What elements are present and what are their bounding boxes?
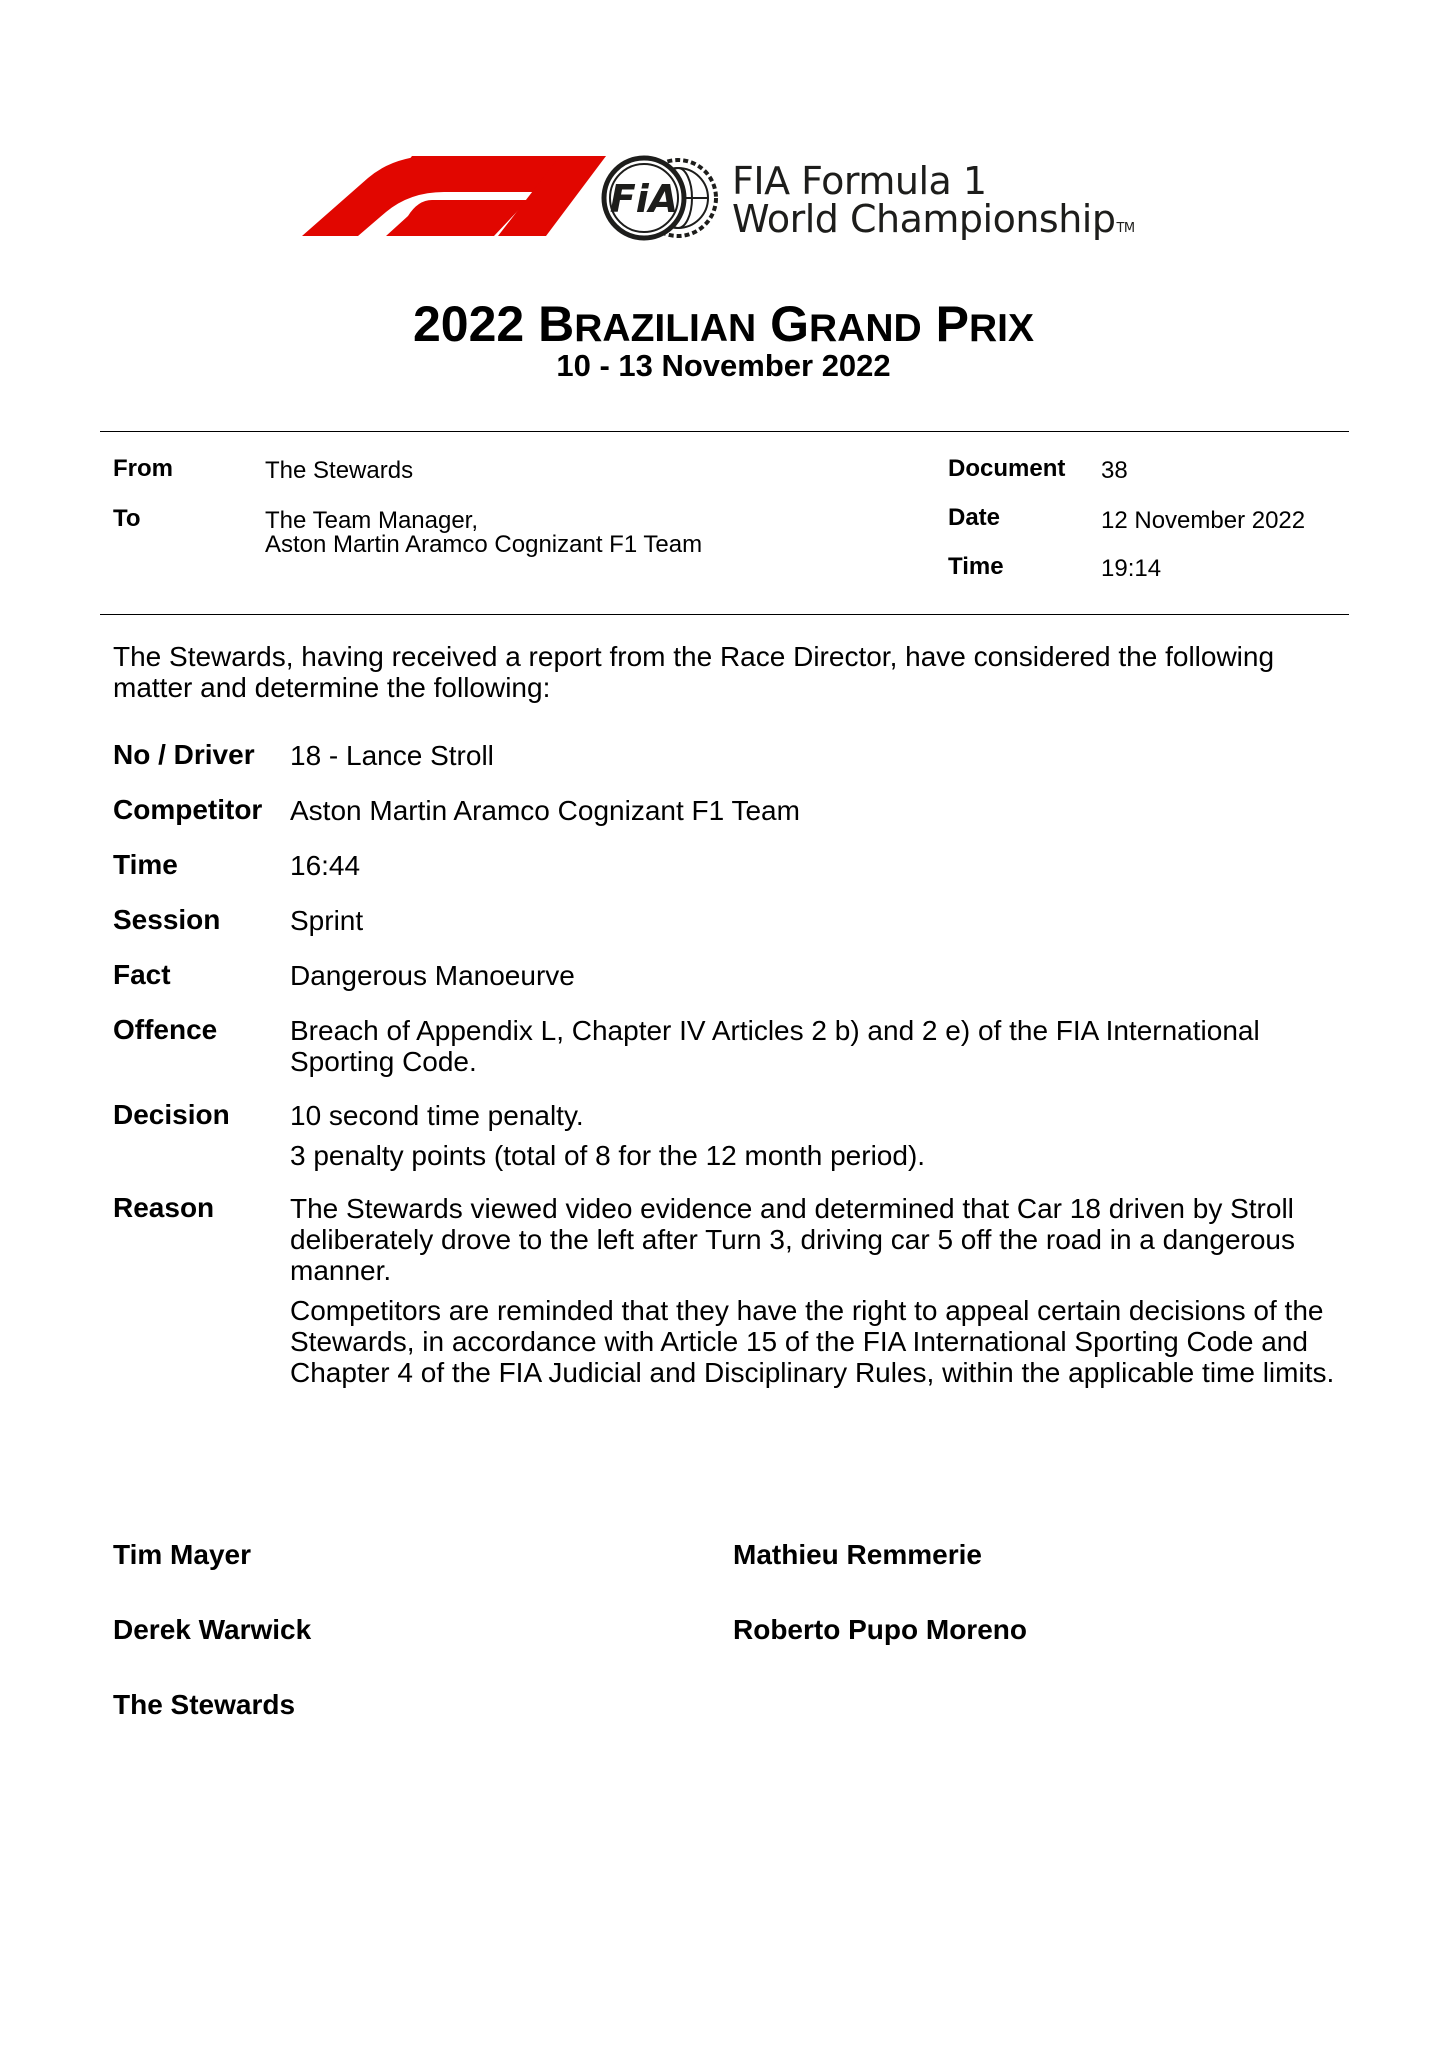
trademark-mark: TM	[1116, 221, 1135, 236]
date-label: Date	[948, 504, 1001, 531]
driver-label: No / Driver	[113, 739, 255, 770]
fact-value: Dangerous Manoeurve	[290, 960, 575, 991]
driver-value: 18 - Lance Stroll	[290, 740, 494, 771]
signatory-mathieu-remmerie: Mathieu Remmerie	[733, 1539, 982, 1570]
signature-footer: The Stewards	[113, 1689, 296, 1720]
document-value: 38	[1101, 457, 1128, 484]
event-word-1: BRAZILIAN	[538, 296, 757, 352]
reason-value	[290, 1193, 1335, 1397]
date-value: 12 November 2022	[1101, 507, 1306, 534]
decision-line-2: 3 penalty points (total of 8 for the 12 month period).	[290, 1140, 926, 1171]
decision-value	[290, 1100, 1350, 1180]
reason-paragraph-1: The Stewards viewed video evidence and determined that Car 18 driven by Stroll deliberately drove to the left after Turn 3, driving car 5 off the road in a dangerous manner.	[290, 1193, 1295, 1286]
signatory-derek-warwick: Derek Warwick	[113, 1614, 312, 1645]
time-value: 19:14	[1101, 555, 1162, 582]
decision-label: Decision	[113, 1099, 230, 1130]
session-value: Sprint	[290, 905, 364, 936]
offence-value: Breach of Appendix L, Chapter IV Articles 2 b) and 2 e) of the FIA International Sporting Code.	[290, 1015, 1260, 1077]
competitor-label: Competitor	[113, 794, 263, 825]
reason-label: Reason	[113, 1192, 215, 1223]
logo-title-line1: FIA Formula 1	[732, 159, 987, 203]
logo-title-line2	[732, 197, 1135, 248]
divider-top	[100, 431, 1349, 432]
competitor-value: Aston Martin Aramco Cognizant F1 Team	[290, 795, 800, 826]
event-year: 2022	[413, 296, 525, 352]
incident-time-value: 16:44	[290, 850, 361, 881]
logo-title-line2-text: World Championship	[732, 197, 1116, 241]
incident-time-label: Time	[113, 849, 178, 880]
fact-label: Fact	[113, 959, 171, 990]
intro-paragraph: The Stewards, having received a report from the Race Director, have considered the following matter and determine the following:	[113, 641, 1275, 703]
event-word-2: GRAND	[770, 296, 922, 352]
f1-logo	[302, 156, 606, 236]
event-dates: 10 - 13 November 2022	[556, 348, 891, 383]
time-label: Time	[948, 553, 1004, 580]
from-value: The Stewards	[265, 457, 414, 484]
signatory-tim-mayer: Tim Mayer	[113, 1539, 251, 1570]
event-word-3: PRIX	[935, 296, 1034, 352]
to-value-line2: Aston Martin Aramco Cognizant F1 Team	[265, 531, 703, 558]
to-label: To	[113, 505, 141, 532]
session-label: Session	[113, 904, 221, 935]
document-label: Document	[948, 455, 1066, 482]
offence-label: Offence	[113, 1014, 218, 1045]
reason-paragraph-2: Competitors are reminded that they have the right to appeal certain decisions of the Stewards, in accordance with Article 15 of the FIA International Sporting Code and Chapter 4 of the FIA Judicial and Disciplinary Rules, within the applicable time limits.	[290, 1295, 1335, 1388]
divider-bottom	[100, 614, 1349, 615]
to-value-line1: The Team Manager,	[265, 507, 479, 534]
signatory-roberto-pupo-moreno: Roberto Pupo Moreno	[733, 1614, 1027, 1645]
decision-line-1: 10 second time penalty.	[290, 1100, 584, 1131]
svg-text:FiA: FiA	[609, 177, 679, 221]
fia-emblem	[598, 152, 722, 244]
from-label: From	[113, 455, 173, 482]
